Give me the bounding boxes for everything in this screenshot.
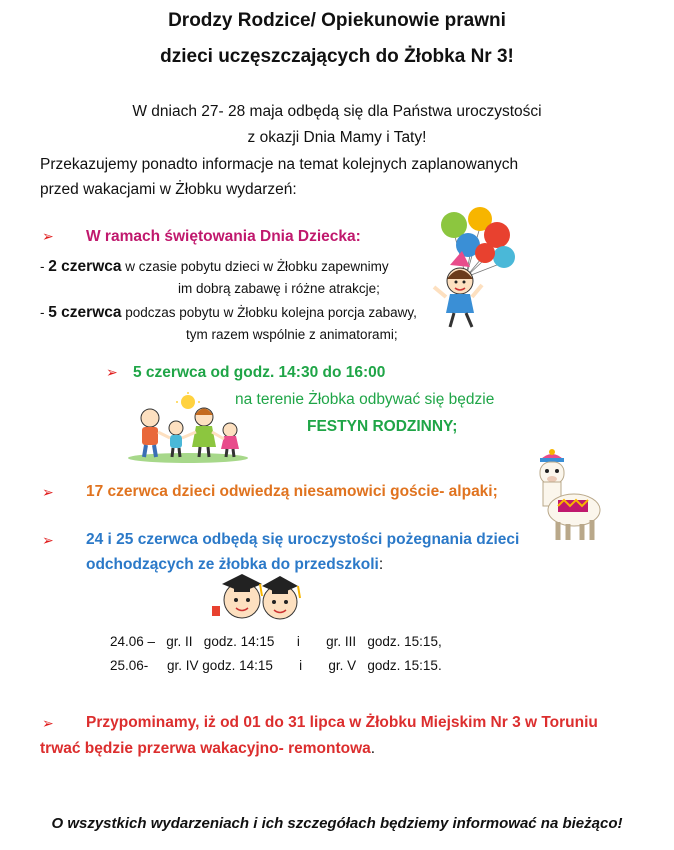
schedule-row-2: 25.06- gr. IV godz. 14:15 i gr. V godz. 15:15. — [110, 658, 442, 673]
item-prefix: - — [40, 259, 49, 274]
children-day-heading: W ramach świętowania Dnia Dziecka: — [86, 228, 361, 245]
heading-line-1: Drodzy Rodzice/ Opiekunowie prawni — [168, 10, 506, 31]
reminder-line-1: Przypominamy, iż od 01 do 31 lipca w Żłobku Miejskim Nr 3 w Toruniu — [86, 714, 598, 731]
reminder-line-2-text: trwać będzie przerwa wakacyjno- remontowa — [40, 740, 371, 757]
graduates-illustration — [212, 570, 310, 624]
item-prefix: - — [40, 305, 49, 320]
children-day-item-1 — [40, 256, 389, 277]
farewell-line-1: 24 i 25 czerwca odbędą się uroczystości pożegnania dzieci — [86, 531, 520, 548]
intro-line-4: przed wakacjami w Żłobku wydarzeń: — [40, 181, 297, 198]
children-day-item-2 — [40, 302, 417, 323]
reminder-line-2 — [40, 737, 375, 761]
alpaca-illustration — [528, 448, 604, 544]
children-day-item-1-cont: im dobrą zabawę i różne atrakcje; — [178, 281, 380, 296]
footer-note: O wszystkich wydarzeniach i ich szczegółach będziemy informować na bieżąco! — [51, 815, 623, 832]
festyn-line-2: na terenie Żłobka odbywać się będzie — [235, 391, 495, 408]
farewell-line-2-end: : — [378, 556, 384, 573]
item-date: 5 czerwca — [48, 304, 122, 321]
item-text: w czasie pobytu dzieci w Żłobku zapewnimy — [121, 259, 389, 274]
alpaki-line: 17 czerwca dzieci odwiedzą niesamowici goście- alpaki; — [86, 483, 498, 500]
item-date: 2 czerwca — [48, 258, 122, 275]
family-illustration — [126, 392, 251, 464]
festyn-line-3: FESTYN RODZINNY; — [307, 418, 458, 435]
festyn-date-line: 5 czerwca od godz. 14:30 do 16:00 — [133, 364, 386, 381]
intro-line-1: W dniach 27- 28 maja odbędą się dla Państwa uroczystości — [132, 103, 542, 120]
bullet-arrow-icon: ➢ — [42, 484, 54, 500]
intro-line-3: Przekazujemy ponadto informacje na temat kolejnych zaplanowanych — [40, 156, 519, 173]
bullet-arrow-icon: ➢ — [42, 715, 54, 731]
farewell-line-2-text: odchodzących ze żłobka do przedszkoli — [86, 556, 379, 573]
children-day-item-2-cont: tym razem wspólnie z animatorami; — [186, 327, 398, 342]
bullet-arrow-icon: ➢ — [42, 532, 54, 548]
schedule-row-1: 24.06 – gr. II godz. 14:15 i gr. III godz. 15:15, — [110, 634, 442, 649]
item-text: podczas pobytu w Żłobku kolejna porcja zabawy, — [121, 305, 417, 320]
heading-line-2: dzieci uczęszczających do Żłobka Nr 3! — [160, 46, 514, 67]
balloon-girl-illustration — [432, 205, 522, 330]
bullet-arrow-icon: ➢ — [42, 228, 54, 244]
reminder-line-2-end: . — [370, 740, 376, 757]
bullet-arrow-icon: ➢ — [106, 364, 118, 380]
intro-line-2: z okazji Dnia Mamy i Taty! — [247, 129, 427, 146]
